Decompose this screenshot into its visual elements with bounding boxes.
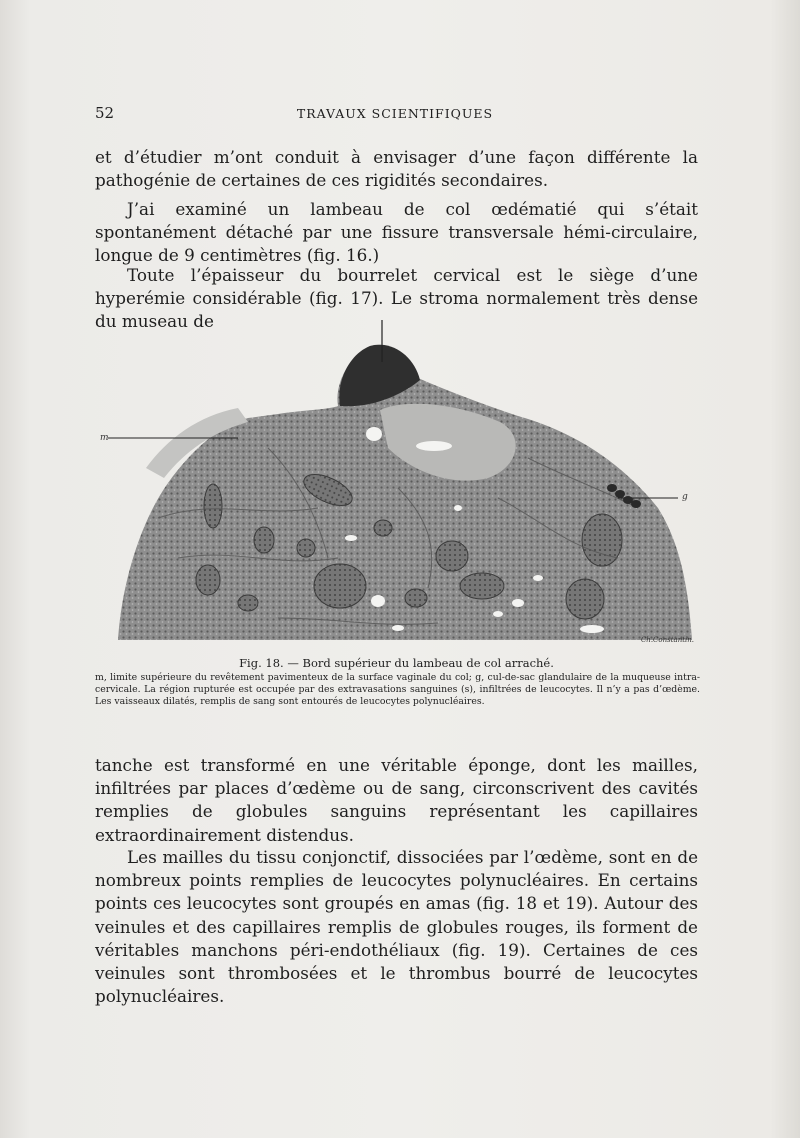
engraver-credit: Ch.Constantin. [640, 636, 694, 644]
page-number: 52 [95, 104, 115, 122]
histology-figure [98, 318, 700, 648]
tissue-section-illustration [98, 318, 700, 648]
running-title: TRAVAUX SCIENTIFIQUES [296, 106, 494, 121]
paragraph-sponge: tanche est transformé en une véritable éponge, dont les mailles, infiltrées par places d’œdème ou de sang, circonscrivent des cavités remplies de globules sanguins représentant les capillaires extraordinairement distendus. [95, 755, 698, 845]
running-header [95, 104, 695, 128]
figure-label-g: g [682, 492, 688, 502]
figure-caption-title: Fig. 18. — Bord supérieur du lambeau de col arraché. [239, 656, 554, 670]
figure-caption-body: m, limite supérieure du revêtement pavimenteux de la surface vaginale du col; g, cul-de-sac glandulaire de la muqueuse intra-cervicale. La région rupturée est occupée par des extravasations sanguines (s), infiltrées de leucocytes. Il n’y a pas d’œdème. Les vaisseaux dilatés, remplis de sang sont entourés de leucocytes polynucléaires. [95, 672, 700, 707]
paragraph-hyperemia: Toute l’épaisseur du bourrelet cervical est le siège d’une hyperémie considérable (fig. 17). Le stroma normalement très dense du museau de [95, 265, 698, 332]
paragraph-leucocytes: Les mailles du tissu conjonctif, dissociées par l’œdème, sont en de nombreux points remplies de leucocytes polynucléaires. En certains points ces leucocytes sont groupés en amas (fig. 18 et 19). Autour des veinules et des capillaires remplis de globules rouges, ils forment de véritables manchons péri-endothéliaux (fig. 19). Certaines de ces veinules sont thrombosées et le thrombus bourré de leucocytes polynucléaires. [95, 847, 698, 1007]
figure-label-m: m [100, 433, 109, 443]
paragraph-examination: J’ai examiné un lambeau de col œdématié qui s’était spontanément détaché par une fissure transversale hémi-circulaire, longue de 9 centimètres (fig. 16.) [95, 199, 698, 266]
paragraph-continuation: et d’étudier m’ont conduit à envisager d’une façon différente la pathogénie de certaines de ces rigidités secondaires. [95, 147, 698, 191]
